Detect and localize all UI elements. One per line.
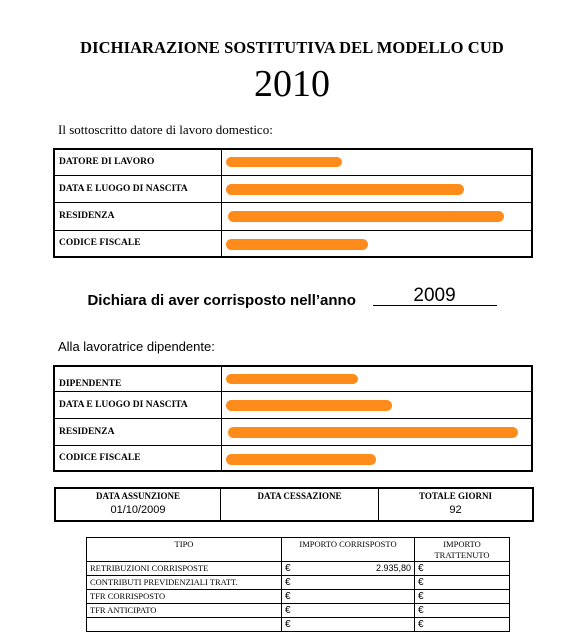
- amounts-row: [87, 604, 510, 618]
- employer-row-residence: [54, 202, 532, 230]
- declaration-year: 2009: [413, 285, 456, 306]
- euro-sign: €: [285, 591, 291, 602]
- hire-date-cell: [55, 488, 221, 521]
- employer-name-label: DATORE DI LAVORO: [54, 149, 222, 175]
- redaction-mark: [228, 427, 518, 438]
- total-days-label: TOTALE GIORNI: [419, 491, 492, 501]
- euro-sign: €: [285, 605, 291, 616]
- hire-date-label: DATA ASSUNZIONE: [96, 491, 180, 501]
- employer-fiscal-code-value: [222, 230, 533, 257]
- employee-intro: Alla lavoratrice dipendente:: [58, 339, 215, 354]
- redaction-mark: [228, 211, 504, 222]
- redaction-mark: [226, 239, 368, 250]
- employer-name-value: [222, 149, 533, 175]
- employer-row-birth: [54, 175, 532, 202]
- document-year: 2010: [254, 63, 330, 105]
- header-tipo: TIPO: [87, 538, 282, 562]
- row-trattenuto: [415, 604, 510, 618]
- amounts-row: [87, 618, 510, 632]
- declaration-line: [0, 285, 584, 309]
- employee-name-label: DIPENDENTE: [54, 366, 222, 391]
- employee-row-fiscal-code: [54, 445, 532, 471]
- amounts-row: [87, 562, 510, 576]
- employer-birth-value: [222, 175, 533, 202]
- euro-sign: €: [418, 591, 424, 602]
- employer-residence-value: [222, 202, 533, 230]
- euro-sign: €: [285, 619, 291, 630]
- row-trattenuto: [415, 576, 510, 590]
- amounts-row: [87, 590, 510, 604]
- employer-table: [53, 148, 533, 258]
- euro-sign: €: [285, 563, 291, 574]
- redaction-mark: [226, 400, 392, 411]
- row-corrisposto: [282, 604, 415, 618]
- row-trattenuto: [415, 618, 510, 632]
- redaction-mark: [226, 184, 464, 195]
- row-tipo: TFR ANTICIPATO: [87, 604, 282, 618]
- row-tipo: CONTRIBUTI PREVIDENZIALI TRATT.: [87, 576, 282, 590]
- employee-birth-value: [222, 391, 533, 418]
- employee-row-name: [54, 366, 532, 391]
- employer-row-name: [54, 149, 532, 175]
- amounts-header-row: [87, 538, 510, 562]
- row-corrisposto: [282, 576, 415, 590]
- amounts-row: [87, 576, 510, 590]
- total-days-cell: [379, 488, 534, 521]
- employer-intro: Il sottoscritto datore di lavoro domestico:: [58, 122, 273, 137]
- employer-residence-label: RESIDENZA: [54, 202, 222, 230]
- employer-fiscal-code-label: CODICE FISCALE: [54, 230, 222, 257]
- declaration-text: Dichiara di aver corrisposto nell’anno: [87, 292, 356, 309]
- header-importo-trattenuto: IMPORTO TRATTENUTO: [415, 538, 510, 562]
- total-days-value: 92: [449, 504, 462, 516]
- row-corrisposto: [282, 618, 415, 632]
- euro-sign: €: [285, 577, 291, 588]
- euro-sign: €: [418, 619, 424, 630]
- row-corrisposto: [282, 562, 415, 576]
- termination-date-cell: [221, 488, 379, 521]
- header-importo-corrisposto: IMPORTO CORRISPOSTO: [282, 538, 415, 562]
- employer-row-fiscal-code: [54, 230, 532, 257]
- row-tipo: [87, 618, 282, 632]
- employee-row-birth: [54, 391, 532, 418]
- employee-fiscal-code-value: [222, 445, 533, 471]
- employee-residence-label: RESIDENZA: [54, 418, 222, 445]
- redaction-mark: [226, 454, 376, 465]
- euro-sign: €: [418, 577, 424, 588]
- termination-date-label: DATA CESSAZIONE: [257, 491, 342, 501]
- declaration-year-field: [373, 285, 497, 306]
- employee-table: [53, 365, 533, 472]
- hire-date-value: 01/10/2009: [110, 504, 166, 516]
- row-tipo: RETRIBUZIONI CORRISPOSTE: [87, 562, 282, 576]
- row-trattenuto: [415, 590, 510, 604]
- document-title: DICHIARAZIONE SOSTITUTIVA DEL MODELLO CUD: [80, 38, 504, 57]
- employee-name-value: [222, 366, 533, 391]
- row-tipo: TFR CORRISPOSTO: [87, 590, 282, 604]
- euro-sign: €: [418, 563, 424, 574]
- employment-dates-table: [54, 487, 534, 522]
- amounts-table: [86, 537, 510, 632]
- amount-value: 2.935,80: [375, 563, 411, 573]
- employee-residence-value: [222, 418, 533, 445]
- row-trattenuto: [415, 562, 510, 576]
- employee-row-residence: [54, 418, 532, 445]
- redaction-mark: [226, 374, 358, 384]
- euro-sign: €: [418, 605, 424, 616]
- employee-fiscal-code-label: CODICE FISCALE: [54, 445, 222, 471]
- row-corrisposto: [282, 590, 415, 604]
- employee-birth-label: DATA E LUOGO DI NASCITA: [54, 391, 222, 418]
- employer-birth-label: DATA E LUOGO DI NASCITA: [54, 175, 222, 202]
- redaction-mark: [226, 157, 342, 167]
